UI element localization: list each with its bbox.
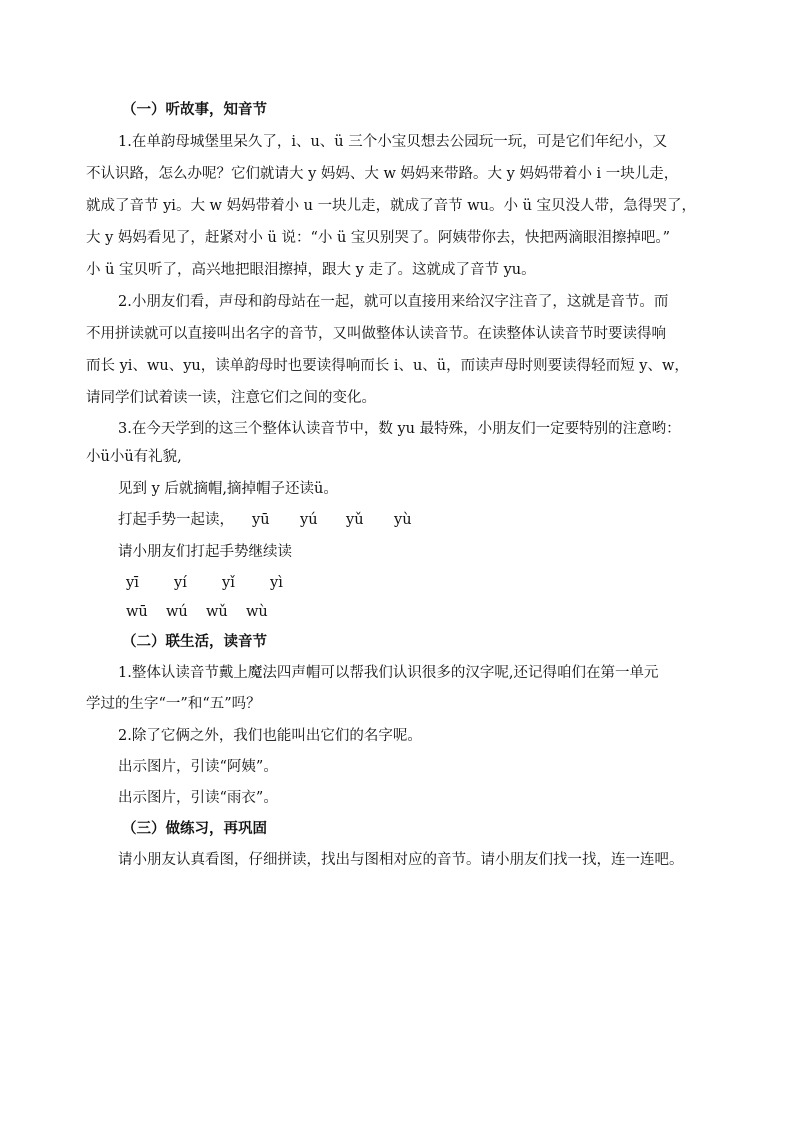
pinyin-wu-4: wù: [246, 604, 268, 620]
section-heading-practice: （三）做练习，再巩固: [122, 820, 267, 837]
paragraph-2-line-4: 请同学们试着读一读，注意它们之间的变化。: [86, 390, 376, 406]
paragraph-2-line-1: 2.小朋友们看，声母和韵母站在一起，就可以直接用来给汉字注音了，这就是音节。而: [118, 294, 669, 310]
section-heading-life: （二）联生活，读音节: [122, 633, 267, 650]
pinyin-wu-1: wū: [126, 604, 148, 620]
paragraph-2-line-3: 而长 yi、wu、yu，读单韵母时也要读得响而长 i、u、ü，而读声母时则要读得轻而短 y、w，: [86, 358, 689, 374]
paragraph-3-line-2: 小ü小ü有礼貌,: [86, 449, 182, 465]
pinyin-yi-3: yǐ: [222, 575, 235, 591]
section2-paragraph-1-line-2: 学过的生字“一”和“五”吗？: [86, 696, 261, 712]
paragraph-2-line-2: 不用拼读就可以直接叫出名字的音节，又叫做整体认读音节。在读整体认读音节时要读得响: [86, 326, 666, 342]
paragraph-3-line-1: 3.在今天学到的这三个整体认读音节中，数 yu 最特殊，小朋友们一定要特别的注意哟：: [118, 421, 681, 437]
section2-paragraph-2: 2.除了它俩之外，我们也能叫出它们的名字呢。: [118, 728, 422, 744]
paragraph-1-line-5: 小 ü 宝贝听了，高兴地把眼泪擦掉，跟大 y 走了。这就成了音节 yu。: [86, 262, 536, 278]
section2-paragraph-4: 出示图片，引读“雨衣”。: [118, 790, 278, 806]
pinyin-yu-4: yù: [394, 512, 412, 528]
pinyin-yi-4: yì: [270, 575, 283, 591]
gesture-instruction: 打起手势一起读，: [118, 512, 234, 528]
pinyin-yu-1: yū: [252, 512, 270, 528]
paragraph-1-line-4: 大 y 妈妈看见了，赶紧对小 ü 说：“小 ü 宝贝别哭了。阿姨带你去，快把两滴眼泪擦掉吧。”: [86, 230, 671, 246]
section-heading-listen-story: （一）听故事，知音节: [122, 101, 267, 118]
pinyin-yu-2: yú: [300, 512, 318, 528]
paragraph-1-line-3: 就成了音节 yi。大 w 妈妈带着小 u 一块儿走，就成了音节 wu。小 ü 宝贝没人带，急得哭了，: [86, 198, 697, 214]
section3-paragraph-1: 请小朋友认真看图，仔细拼读，找出与图相对应的音节。请小朋友们找一找，连一连吧。: [118, 852, 684, 868]
rhyme-line-2: 见到 y 后就摘帽,摘掉帽子还读ü。: [118, 481, 338, 497]
pinyin-yi-1: yī: [126, 575, 139, 591]
continue-instruction: 请小朋友们打起手势继续读: [118, 544, 292, 560]
section2-paragraph-1-line-1: 1.整体认读音节戴上魔法四声帽可以帮我们认识很多的汉字呢,还记得咱们在第一单元: [118, 665, 659, 681]
paragraph-1-line-1: 1.在单韵母城堡里呆久了，i、u、ü 三个小宝贝想去公园玩一玩，可是它们年纪小，又: [118, 134, 668, 150]
pinyin-wu-3: wǔ: [206, 604, 228, 620]
paragraph-1-line-2: 不认识路，怎么办呢？它们就请大 y 妈妈、大 w 妈妈来带路。大 y 妈妈带着小 i 一块儿走，: [86, 166, 679, 182]
pinyin-yu-3: yǔ: [346, 512, 364, 528]
pinyin-wu-2: wú: [166, 604, 188, 620]
pinyin-yi-2: yí: [174, 575, 187, 591]
section2-paragraph-3: 出示图片，引读“阿姨”。: [118, 759, 278, 775]
